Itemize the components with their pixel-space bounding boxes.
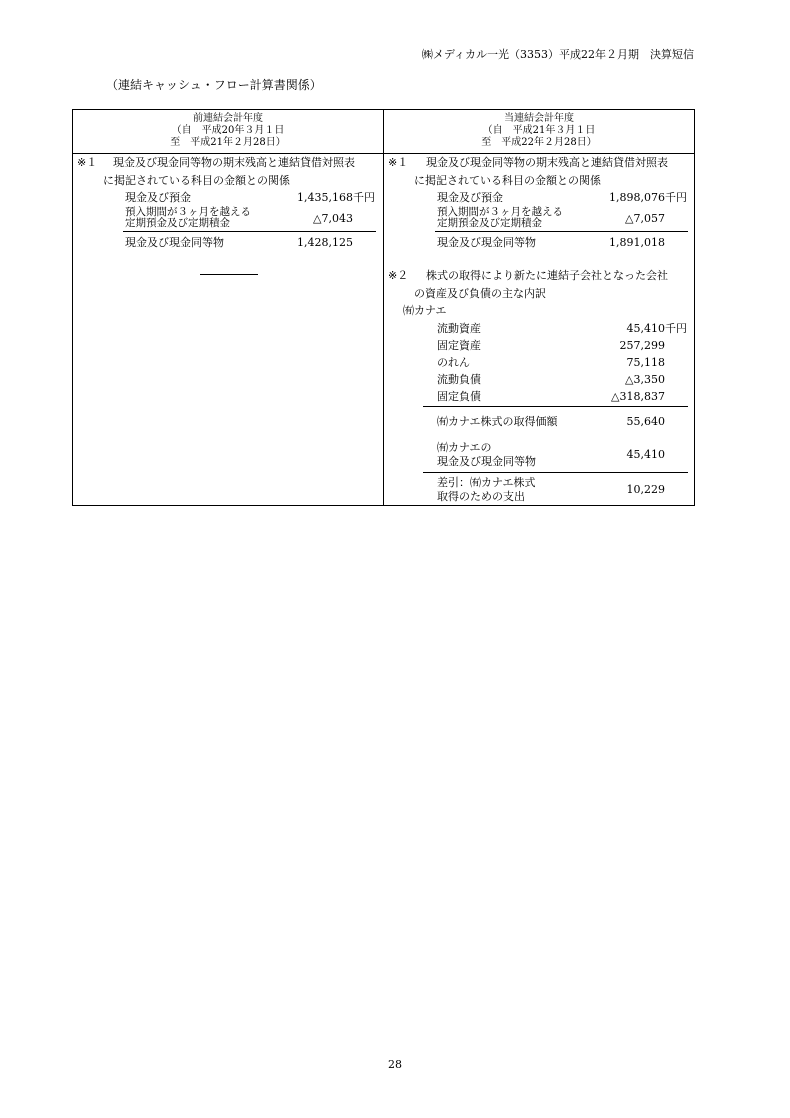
- net-outflow-label-line1: 差引：㈲カナエ株式: [437, 476, 536, 489]
- header-divider: [73, 153, 694, 154]
- goodwill-value: 75,118: [626, 356, 665, 369]
- acquired-cash-value: 45,410: [626, 448, 665, 461]
- right-time-deposits-label-line2: 定期預金及び定期積金: [437, 217, 542, 229]
- right-note2-company: ㈲カナエ: [403, 304, 447, 317]
- left-subtotal-rule: [123, 231, 376, 232]
- right-time-deposits-label-line1: 預入期間が３ヶ月を越える: [437, 206, 563, 218]
- right-note1-title-line1: 現金及び現金同等物の期末残高と連結貸借対照表: [426, 156, 668, 169]
- right-note2-title-line1: 株式の取得により新たに連結子会社となった会社: [426, 269, 668, 282]
- current-year-from: （自 平成21年３月１日: [482, 125, 596, 136]
- prior-year-title: 前連結会計年度: [193, 113, 263, 124]
- right-cash-deposits-value: 1,898,076千円: [609, 191, 687, 204]
- current-assets-label: 流動資産: [437, 322, 481, 335]
- current-assets-value: 45,410千円: [626, 322, 687, 335]
- page-number: 28: [388, 1058, 402, 1071]
- acquired-cash-label-line2: 現金及び現金同等物: [437, 455, 536, 468]
- left-cash-deposits-value: 1,435,168千円: [297, 191, 375, 204]
- net-outflow-value: 10,229: [626, 483, 665, 496]
- right-note2-mark: ※２: [388, 269, 409, 282]
- fixed-assets-label: 固定資産: [437, 339, 481, 352]
- goodwill-label: のれん: [437, 356, 470, 369]
- left-time-deposits-label-line2: 定期預金及び定期積金: [125, 217, 230, 229]
- current-liabilities-label: 流動負債: [437, 373, 481, 386]
- left-cash-equivalents-value: 1,428,125: [297, 236, 353, 249]
- left-empty-rule: [200, 274, 258, 275]
- right-note2-title-line2: の資産及び負債の主な内訳: [414, 287, 546, 300]
- section-title: （連結キャッシュ・フロー計算書関係）: [106, 78, 322, 92]
- prior-year-from: （自 平成20年３月１日: [171, 125, 285, 136]
- right-cash-equivalents-label: 現金及び現金同等物: [437, 236, 536, 249]
- current-year-title: 当連結会計年度: [504, 113, 574, 124]
- left-note1-mark: ※１: [77, 156, 98, 169]
- acquisition-price-label: ㈲カナエ株式の取得価額: [437, 415, 558, 428]
- prior-year-to: 至 平成21年２月28日）: [170, 137, 286, 148]
- current-year-header: [384, 113, 694, 149]
- left-time-deposits-value: △7,043: [313, 212, 353, 225]
- document-header: ㈱メディカル一光（3353）平成22年２月期 決算短信: [421, 48, 694, 61]
- left-note1-title-line1: 現金及び現金同等物の期末残高と連結貸借対照表: [113, 156, 355, 169]
- items-total-rule: [423, 406, 688, 407]
- column-divider: [383, 110, 384, 505]
- difference-rule: [423, 472, 688, 473]
- acquired-cash-label-line1: ㈲カナエの: [437, 441, 492, 454]
- right-cash-deposits-label: 現金及び預金: [437, 191, 503, 204]
- left-cash-equivalents-label: 現金及び現金同等物: [125, 236, 224, 249]
- right-subtotal-rule: [435, 231, 688, 232]
- net-outflow-label-line2: 取得のための支出: [437, 490, 525, 503]
- acquisition-price-value: 55,640: [626, 415, 665, 428]
- prior-year-header: [73, 113, 383, 149]
- left-note1-title-line2: に掲記されている科目の金額との関係: [103, 174, 290, 187]
- fixed-liabilities-label: 固定負債: [437, 390, 481, 403]
- right-cash-equivalents-value: 1,891,018: [609, 236, 665, 249]
- right-note1-title-line2: に掲記されている科目の金額との関係: [414, 174, 601, 187]
- right-time-deposits-value: △7,057: [625, 212, 665, 225]
- fixed-liabilities-value: △318,837: [611, 390, 665, 403]
- cash-flow-notes-table: [72, 109, 695, 506]
- current-year-to: 至 平成22年２月28日）: [481, 137, 597, 148]
- fixed-assets-value: 257,299: [619, 339, 665, 352]
- current-liabilities-value: △3,350: [625, 373, 665, 386]
- right-note1-mark: ※１: [388, 156, 409, 169]
- left-time-deposits-label-line1: 預入期間が３ヶ月を越える: [125, 206, 251, 218]
- left-cash-deposits-label: 現金及び預金: [125, 191, 191, 204]
